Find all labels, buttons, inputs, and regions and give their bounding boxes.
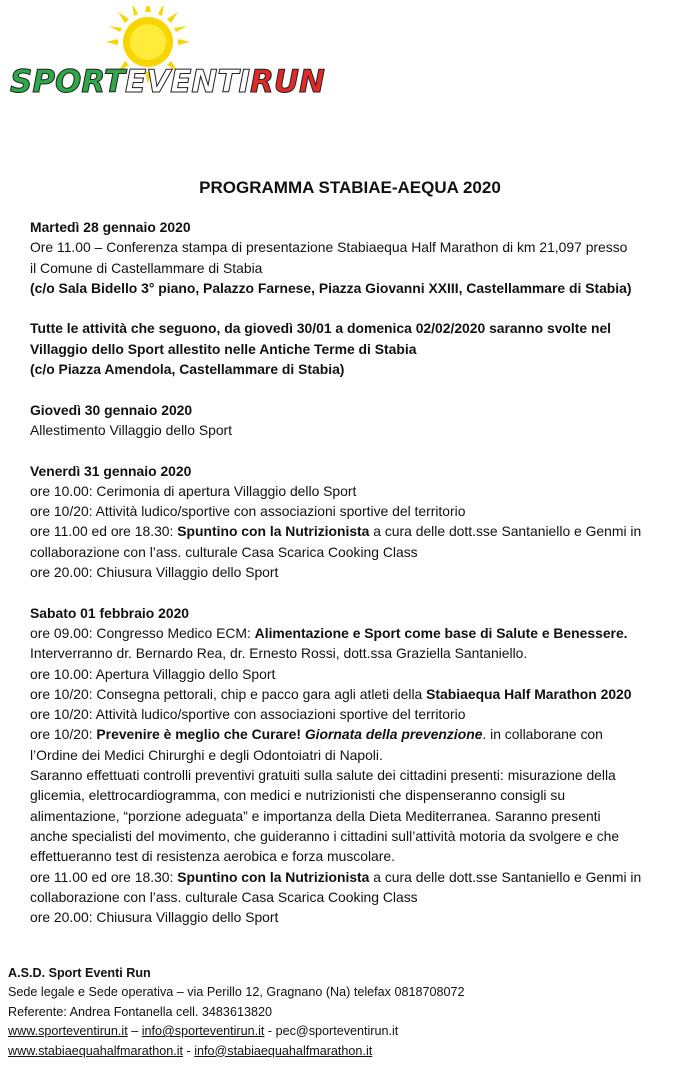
text-line: ore 10/20: Attività ludico/sportive con associazioni sportive del territorio: [30, 706, 466, 723]
text-line: ore 10.00: Cerimonia di apertura Villaggio dello Sport: [30, 482, 357, 499]
day-heading-saturday: Sabato 01 febbraio 2020: [30, 604, 190, 621]
text-line: l’Ordine dei Medici Chirurghi e degli Odontoiatri di Napoli.: [30, 746, 383, 763]
text-line: collaborazione con l’ass. culturale Casa Scarica Cooking Class: [30, 888, 418, 905]
day-heading-thursday: Giovedì 30 gennaio 2020: [30, 401, 193, 418]
text-line: ore 20.00: Chiusura Villaggio dello Sport: [30, 909, 279, 926]
text-line: ore 11.00 ed ore 18.30: Spuntino con la Nutrizionista a cura delle dott.sse Santaniello e Genmi in: [30, 868, 642, 885]
text-line: ore 09.00: Congresso Medico ECM: Alimentazione e Sport come base di Salute e Benessere.: [30, 624, 628, 641]
notice-line: (c/o Piazza Amendola, Castellammare di Stabia): [30, 361, 345, 378]
day-heading-tuesday: Martedì 28 gennaio 2020: [30, 219, 191, 235]
logo-word-sport: SPORT: [10, 64, 126, 100]
text-line: Interverranno dr. Bernardo Rea, dr. Ernesto Rossi, dott.ssa Graziella Santaniello.: [30, 645, 528, 662]
text-line: effettueranno test di resistenza aerobica e forza muscolare.: [30, 848, 395, 865]
logo-wordmark: [10, 66, 325, 98]
footer-contact: Referente: Andrea Fontanella cell. 3483613820: [8, 1004, 272, 1019]
notice-line: Villaggio dello Sport allestito nelle Antiche Terme di Stabia: [30, 340, 417, 357]
text-line: ore 10.00: Apertura Villaggio dello Sport: [30, 665, 276, 682]
notice-line: Tutte le attività che seguono, da giovedì 30/01 a domenica 02/02/2020 saranno svolte nel: [30, 320, 612, 337]
marathon-website-link[interactable]: www.stabiaequahalfmarathon.it: [8, 1043, 184, 1058]
footer-org: A.S.D. Sport Eventi Run: [8, 966, 151, 980]
footer-links: www.sporteventirun.it – info@sporteventirun.it - pec@sporteventirun.it: [8, 1024, 399, 1039]
text-line: ore 10/20: Consegna pettorali, chip e pacco gara agli atleti della Stabiaequa Half Marathon 2020: [30, 685, 632, 702]
page-title: PROGRAMMA STABIAE-AEQUA 2020: [199, 178, 501, 197]
text-line: anche specialisti del movimento, che guideranno i cittadini sull’attività motoria da svolgere e che: [30, 827, 620, 844]
footer-links-2: www.stabiaequahalfmarathon.it - info@stabiaequahalfmarathon.it: [8, 1043, 373, 1058]
program-body: [30, 217, 690, 927]
text-line: ore 11.00 ed ore 18.30: Spuntino con la Nutrizionista a cura delle dott.sse Santaniello e Genmi in: [30, 523, 642, 540]
text-line: (c/o Sala Bidello 3° piano, Palazzo Farnese, Piazza Giovanni XXIII, Castellammare di Stabia): [30, 279, 632, 296]
text-line: ore 10/20: Prevenire è meglio che Curare! Giornata della prevenzione. in collaborane con: [30, 726, 603, 743]
logo-word-eventi: EVENTI: [125, 64, 250, 100]
logo-word-run: RUN: [250, 64, 325, 100]
marathon-email-link[interactable]: info@stabiaequahalfmarathon.it: [194, 1043, 373, 1058]
footer-address: Sede legale e Sede operativa – via Perillo 12, Gragnano (Na) telefax 0818708072: [8, 985, 465, 1000]
text-line: ore 20.00: Chiusura Villaggio dello Sport: [30, 564, 279, 581]
text-line: Saranno effettuati controlli preventivi gratuiti sulla salute dei cittadini presenti: misurazione della: [30, 767, 616, 784]
text-line: il Comune di Castellammare di Stabia: [30, 259, 263, 276]
text-line: ore 10/20: Attività ludico/sportive con associazioni sportive del territorio: [30, 503, 466, 520]
footer: [8, 964, 688, 1061]
text-line: Allestimento Villaggio dello Sport: [30, 421, 233, 438]
day-heading-friday: Venerdì 31 gennaio 2020: [30, 462, 192, 479]
sport-eventi-run-logo: [8, 6, 325, 100]
text-line: alimentazione, “porzione adeguata” e importanza della Dieta Mediterranea. Saranno presenti: [30, 807, 601, 824]
website-link[interactable]: www.sporteventirun.it: [8, 1024, 128, 1039]
email-link[interactable]: info@sporteventirun.it: [141, 1024, 265, 1039]
text-line: glicemia, elettrocardiogramma, con medici e nutrizionisti che dispenseranno consigli su: [30, 787, 566, 804]
text-line: Ore 11.00 – Conferenza stampa di presentazione Stabiaequa Half Marathon di km 21,097 presso: [30, 239, 628, 256]
text-line: collaborazione con l’ass. culturale Casa Scarica Cooking Class: [30, 543, 418, 560]
